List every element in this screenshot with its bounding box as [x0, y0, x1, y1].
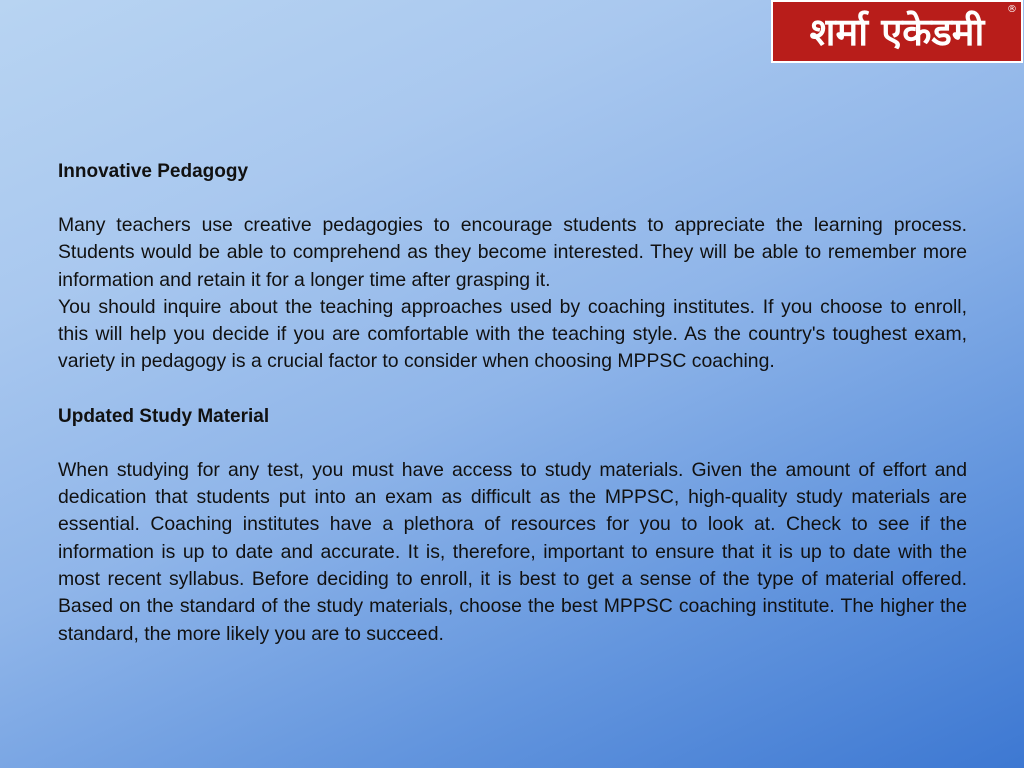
section-heading-study-material: Updated Study Material	[58, 405, 270, 427]
spacer	[58, 376, 967, 403]
slide-content	[58, 158, 967, 648]
spacer	[58, 430, 967, 457]
brand-logo	[771, 0, 1023, 63]
brand-logo-text: शर्मा एकेडमी	[809, 9, 985, 54]
study-material-paragraph: When studying for any test, you must have access to study materials. Given the amount of effort and dedication that students put into an exam as difficult as the MPPSC, high-quality study materials are essential. Coaching institutes have a plethora of resources for you to look at. Check to see if the information is up to date and accurate. It is, therefore, important to ensure that it is up to date with the most recent syllabus. Before deciding to enroll, it is best to get a sense of the type of material offered. Based on the standard of the study materials, choose the best MPPSC coaching institute. The higher the standard, the more likely you are to succeed.	[58, 458, 967, 645]
spacer	[58, 185, 967, 212]
pedagogy-paragraph-1: Many teachers use creative pedagogies to encourage students to appreciate the learning process. Students would be able to comprehend as they become interested. They will be able to remember more information and retain it for a longer time after grasping it.	[58, 214, 967, 291]
pedagogy-paragraph-2: You should inquire about the teaching approaches used by coaching institutes. If you choose to enroll, this will help you decide if you are comfortable with the teaching style. As the country's toughest exam, variety in pedagogy is a crucial factor to consider when choosing MPPSC coaching.	[58, 295, 967, 373]
section-heading-pedagogy: Innovative Pedagogy	[58, 161, 249, 182]
registered-mark: ®	[1007, 4, 1017, 15]
